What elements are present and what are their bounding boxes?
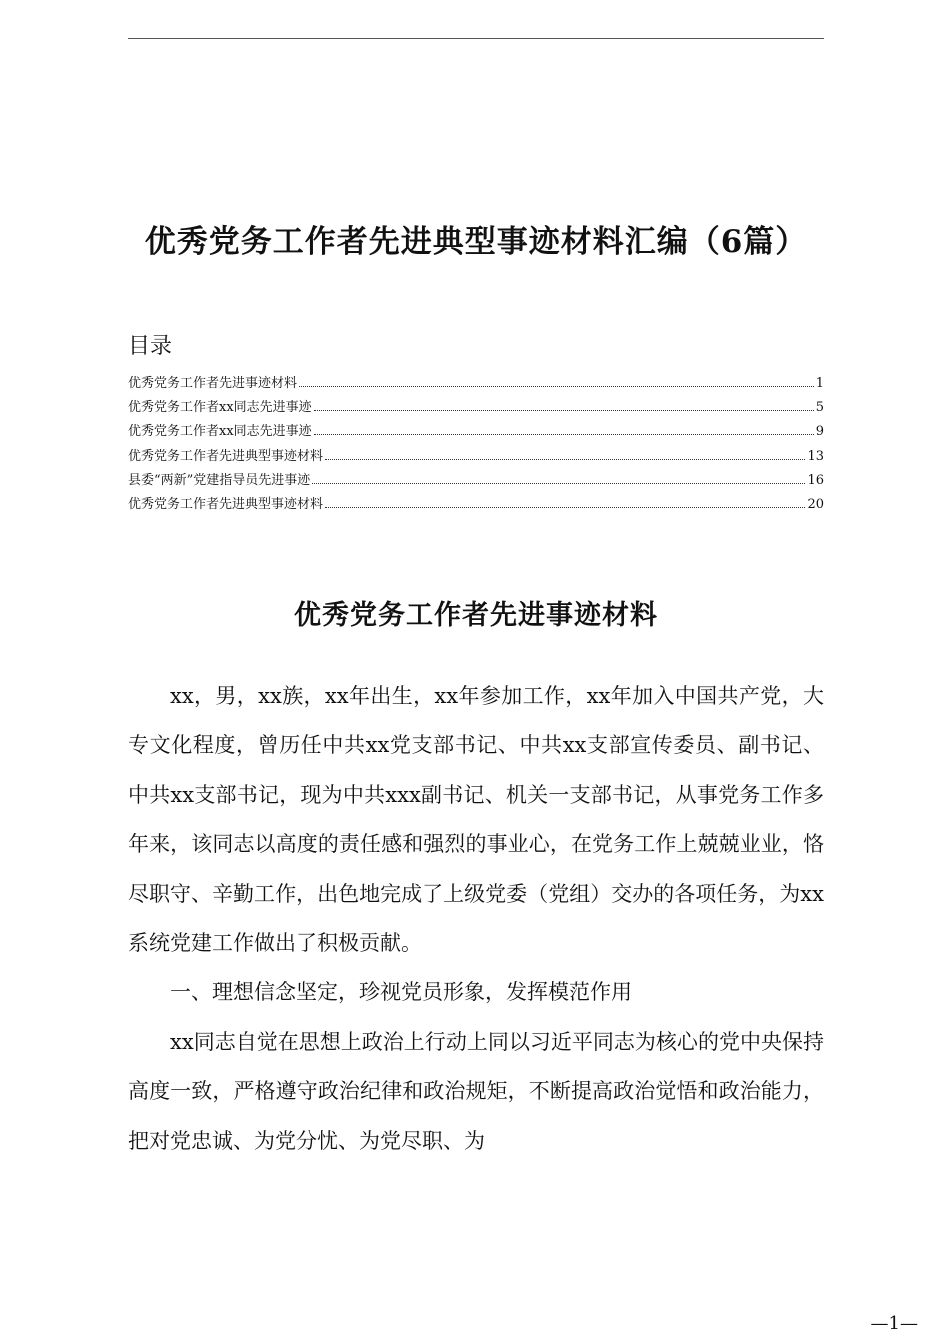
toc-entry[interactable]: [128, 420, 824, 444]
toc-entry[interactable]: [128, 493, 824, 517]
toc-entry-title: 优秀党务工作者先进典型事迹材料: [128, 448, 324, 464]
toc-leader-dots: [325, 507, 805, 508]
document-title: 优秀党务工作者先进典型事迹材料汇编（6篇）: [144, 223, 808, 260]
toc-heading: 目录: [128, 334, 173, 359]
toc-entry[interactable]: [128, 372, 824, 396]
toc-entry-page: 9: [815, 424, 824, 440]
toc-entry[interactable]: [128, 396, 824, 420]
toc-entry-title: 优秀党务工作者先进典型事迹材料: [128, 496, 324, 512]
toc-entry[interactable]: [128, 469, 824, 493]
paragraph-heading: 一、理想信念坚定，珍视党员形象，发挥模范作用: [170, 980, 632, 1005]
toc-leader-dots: [314, 434, 814, 435]
toc-leader-dots: [325, 459, 805, 460]
toc-entry-title: 优秀党务工作者xx同志先进事迹: [128, 424, 312, 440]
page-number: —1—: [870, 1313, 918, 1334]
header-rule: [128, 38, 824, 39]
toc-entry-page: 16: [807, 472, 824, 488]
toc-leader-dots: [314, 410, 814, 411]
paragraph: xx同志自觉在思想上政治上行动上同以习近平同志为核心的党中央保持高度一致，严格遵守政治纪律和政治规矩，不断提高政治觉悟和政治能力，把对党忠诚、为党分忧、为党尽职、为: [128, 1029, 824, 1153]
toc-entry[interactable]: [128, 445, 824, 469]
section-title: 优秀党务工作者先进事迹材料: [294, 600, 658, 632]
toc-entry-title: 县委“两新”党建指导员先进事迹: [128, 472, 311, 488]
toc-entry-title: 优秀党务工作者xx同志先进事迹: [128, 400, 312, 416]
toc-entry-page: 5: [815, 400, 824, 416]
toc-leader-dots: [312, 483, 805, 484]
body-text: [128, 672, 824, 1166]
toc-entry-page: 13: [807, 448, 824, 464]
paragraph: xx，男，xx族，xx年出生，xx年参加工作，xx年加入中国共产党，大专文化程度，曾历任中共xx党支部书记、中共xx支部宣传委员、副书记、中共xx支部书记，现为中共xxx副书记、机关一支部书记，从事党务工作多年来，该同志以高度的责任感和强烈的事业心，在党务工作上兢兢业业，恪尽职守、辛勤工作，出色地完成了上级党委（党组）交办的各项任务，为xx系统党建工作做出了积极贡献。: [128, 684, 824, 956]
table-of-contents: [128, 372, 824, 517]
toc-entry-title: 优秀党务工作者先进事迹材料: [128, 376, 298, 391]
toc-entry-page: 1: [815, 376, 824, 391]
toc-leader-dots: [299, 386, 814, 387]
toc-entry-page: 20: [807, 496, 824, 512]
